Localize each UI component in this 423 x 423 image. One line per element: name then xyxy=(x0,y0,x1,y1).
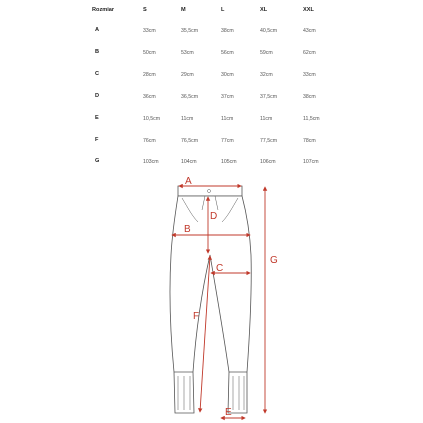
table-cell: 77cm xyxy=(221,138,234,144)
table-cell: 62cm xyxy=(303,50,316,56)
measure-label-a: A xyxy=(185,176,192,187)
table-cell: 38cm xyxy=(303,94,316,100)
table-cell: 104cm xyxy=(181,159,197,165)
table-cell: 11cm xyxy=(260,116,273,122)
size-header-l: L xyxy=(221,7,225,13)
table-cell: 105cm xyxy=(221,159,237,165)
measure-label-d: D xyxy=(210,211,218,222)
table-cell: 50cm xyxy=(143,50,156,56)
table-header-label: Rozmiar xyxy=(92,7,115,13)
table-cell: 28cm xyxy=(143,72,156,78)
table-cell: 36,5cm xyxy=(181,94,199,100)
table-cell: 76cm xyxy=(143,138,156,144)
size-header-xl: XL xyxy=(260,7,268,13)
row-label-g: G xyxy=(95,158,100,164)
table-cell: 11cm xyxy=(221,116,234,122)
table-cell: 78cm xyxy=(303,138,316,144)
row-label-d: D xyxy=(95,93,100,99)
table-cell: 106cm xyxy=(260,159,276,165)
table-cell: 10,5cm xyxy=(143,116,161,122)
size-header-s: S xyxy=(143,7,147,13)
measure-label-e: E xyxy=(225,407,232,418)
measure-label-g: G xyxy=(270,255,278,266)
measure-label-c: C xyxy=(216,263,224,274)
table-cell: 30cm xyxy=(221,72,234,78)
measure-label-f: F xyxy=(193,311,200,322)
table-cell: 36cm xyxy=(143,94,156,100)
table-cell: 103cm xyxy=(143,159,159,165)
table-cell: 29cm xyxy=(181,72,194,78)
table-cell: 59cm xyxy=(260,50,273,56)
row-label-a: A xyxy=(95,27,100,33)
table-cell: 77,5cm xyxy=(260,138,278,144)
table-cell: 33cm xyxy=(143,28,156,34)
table-cell: 56cm xyxy=(221,50,234,56)
table-cell: 37cm xyxy=(221,94,234,100)
table-cell: 33cm xyxy=(303,72,316,78)
table-cell: 76,5cm xyxy=(181,138,199,144)
measure-label-b: B xyxy=(184,224,191,235)
table-cell: 32cm xyxy=(260,72,273,78)
table-cell: 38cm xyxy=(221,28,234,34)
row-label-c: C xyxy=(95,71,100,77)
table-cell: 43cm xyxy=(303,28,316,34)
table-cell: 37,5cm xyxy=(260,94,278,100)
row-label-b: B xyxy=(95,49,100,55)
table-cell: 11cm xyxy=(181,116,194,122)
table-cell: 40,5cm xyxy=(260,28,278,34)
table-cell: 107cm xyxy=(303,159,319,165)
table-cell: 35,5cm xyxy=(181,28,199,34)
size-header-xxl: XXL xyxy=(303,7,314,13)
row-label-e: E xyxy=(95,115,99,121)
row-label-f: F xyxy=(95,137,99,143)
size-header-m: M xyxy=(181,7,186,13)
table-cell: 11,5cm xyxy=(303,116,320,122)
table-cell: 53cm xyxy=(181,50,194,56)
